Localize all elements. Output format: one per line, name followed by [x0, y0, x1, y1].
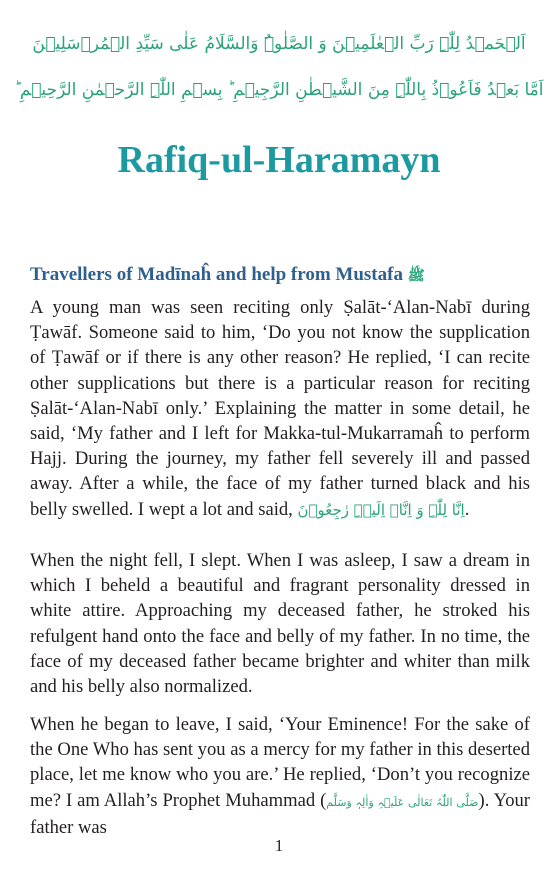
- section-heading: [30, 264, 530, 287]
- paragraph-1-end: .: [464, 498, 470, 520]
- section-heading-text: Travellers of Madīnaĥ and help from Mustafa: [30, 264, 403, 285]
- paragraph-3-end: ). Your father was: [30, 789, 530, 838]
- paragraph-1-text: A young man was seen reciting only Ṣalāt-‘Alan-Nabī during Ṭawāf. Someone said to him, ‘Do you not know the supplication of Ṭawāf or if there is any other reason? He replied, ‘I can recite other supplications but there is a particular reason for reciting Ṣalāt-‘Alan-Nabī only.’ Explaining the matter in some detail, he said, ‘My father and I left for Makka-tul-Mukarramaĥ to perform Hajj. During the journey, my father fell severely ill and passed away. After a while, the face of my father turned black and his belly swelled. I wept a lot and said,: [30, 297, 530, 520]
- arabic-inline-quote: اِنَّا لِلّٰہِ وَ اِنَّاۤ اِلَیۡہِ رٰجِعُوۡنَ: [297, 500, 465, 519]
- page-number: 1: [274, 836, 284, 855]
- arabic-hamd-line: اَلۡحَمۡدُ لِلّٰہِ رَبِّ الۡعٰلَمِیۡنَ وَ الصَّلٰوۃُ وَالسَّلَامُ عَلٰی سَیِّدِ الۡمُرۡسَلِیۡنَ: [32, 34, 526, 54]
- paragraph-1: [30, 295, 530, 523]
- arabic-taawwuz-line: اَمَّا بَعۡدُ فَاَعُوۡذُ بِاللّٰہِ مِنَ الشَّیۡطٰنِ الرَّجِیۡمِ ؕ بِسۡمِ اللّٰہِ الرَّحۡمٰنِ الرَّحِیۡمِ ؕ: [14, 80, 544, 100]
- paragraph-2: When the night fell, I slept. When I was asleep, I saw a dream in which I beheld a beautiful and fragrant personality dressed in white attire. Approaching my deceased father, he stroked his refulgent hand onto the face and belly of my father. In no time, the face of my deceased father became brighter and whiter than milk and his belly also normalized.: [30, 550, 530, 698]
- paragraph-3: [30, 712, 530, 840]
- page-title: Rafiq-ul-Haramayn: [117, 139, 441, 181]
- salawat-glyph: ﷺ: [407, 268, 425, 284]
- paragraph-3-text: When he began to leave, I said, ‘Your Eminence! For the sake of the One Who has sent you as a mercy for my father in this deserted place, let me know who you are.’ He replied, ‘Don’t you recognize me? I am Allah’s Prophet Muhammad (: [30, 714, 530, 811]
- arabic-salawat-inline: صَلَّی اللّٰہُ تَعَالٰی عَلَیۡہِ وَاٰلِہٖ وَسَلَّم: [326, 795, 479, 809]
